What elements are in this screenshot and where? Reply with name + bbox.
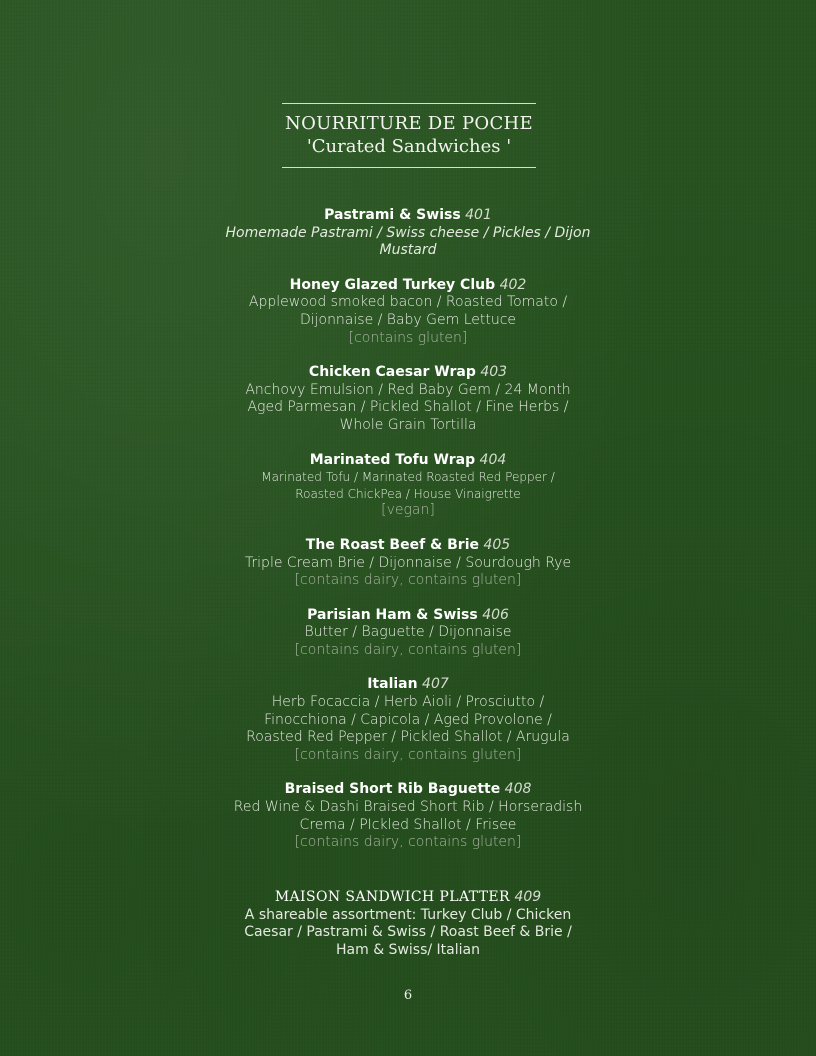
- item-name: Marinated Tofu Wrap: [309, 451, 476, 468]
- dietary-note: [contains gluten]: [348, 329, 468, 346]
- section-subtitle: 'Curated Sandwiches ': [306, 136, 512, 157]
- menu-item-chicken-caesar-wrap: [208, 364, 608, 434]
- dietary-note: [vegan]: [381, 502, 435, 519]
- item-description: Triple Cream Brie / Dijonnaise / Sourdough Rye: [244, 554, 572, 571]
- dietary-note: [contains dairy, contains gluten]: [294, 834, 522, 851]
- header-top-rule: [282, 103, 536, 104]
- item-code: 404: [479, 451, 507, 468]
- item-name: Italian: [367, 676, 418, 693]
- item-description: Red Wine & Dashi Braised Short Rib / Horseradish: [233, 799, 583, 816]
- item-name: Pastrami & Swiss: [324, 207, 461, 223]
- item-description: Roasted Red Pepper / Pickled Shallot / Arugula: [246, 729, 570, 746]
- menu-item-turkey-club: [208, 277, 608, 347]
- sandwich-list: [208, 207, 608, 869]
- item-description: Butter / Baguette / Dijonnaise: [304, 624, 512, 641]
- platter-description: A shareable assortment: Turkey Club / Chicken: [244, 906, 572, 923]
- dietary-note: [contains dairy, contains gluten]: [294, 641, 522, 658]
- item-description: Crema / PIckled Shallot / Frisee: [299, 816, 517, 833]
- section-title: NOURRITURE DE POCHE: [285, 113, 533, 134]
- platter-description: Caesar / Pastrami & Swiss / Roast Beef & Brie /: [244, 924, 572, 941]
- item-name: Parisian Ham & Swiss: [307, 606, 478, 623]
- item-description: Aged Parmesan / Pickled Shallot / Fine Herbs /: [247, 399, 569, 416]
- item-description: Herb Focaccia / Herb Aioli / Prosciutto /: [271, 694, 545, 711]
- item-description: Applewood smoked bacon / Roasted Tomato /: [248, 294, 568, 311]
- item-description: Dijonnaise / Baby Gem Lettuce: [299, 311, 517, 328]
- item-description: Anchovy Emulsion / Red Baby Gem / 24 Month: [245, 381, 571, 398]
- item-description: Homemade Pastrami / Swiss cheese / Pickles / Dijon: [225, 224, 591, 241]
- item-code: 401: [465, 207, 492, 223]
- platter-description: Ham & Swiss/ Italian: [336, 941, 480, 958]
- menu-item-pastrami-swiss: [208, 207, 608, 260]
- item-code: 409: [514, 889, 542, 905]
- page-number: 6: [403, 988, 413, 1003]
- menu-item-sandwich-platter: [228, 889, 588, 959]
- header-bottom-rule: [282, 167, 536, 168]
- item-description: Mustard: [379, 242, 437, 259]
- menu-item-italian: [208, 676, 608, 764]
- item-description: Whole Grain Tortilla: [339, 416, 477, 433]
- item-name: The Roast Beef & Brie: [305, 536, 480, 553]
- item-name: Chicken Caesar Wrap: [308, 364, 476, 381]
- item-code: 408: [504, 781, 532, 798]
- item-name: Honey Glazed Turkey Club: [289, 276, 496, 293]
- item-description: Roasted ChickPea / House Vinaigrette: [295, 486, 521, 501]
- item-code: 405: [483, 536, 511, 553]
- item-name: Braised Short Rib Baguette: [284, 781, 501, 798]
- item-description: Finocchiona / Capicola / Aged Provolone /: [264, 711, 552, 728]
- menu-item-roast-beef-brie: [208, 537, 608, 590]
- dietary-note: [contains dairy, contains gluten]: [294, 572, 522, 589]
- item-code: 402: [499, 276, 527, 293]
- item-code: 403: [480, 364, 508, 381]
- item-code: 406: [482, 606, 509, 623]
- dietary-note: [contains dairy, contains gluten]: [294, 746, 522, 763]
- item-code: 407: [422, 676, 449, 693]
- item-description: Marinated Tofu / Marinated Roasted Red Pepper /: [261, 470, 555, 485]
- menu-item-tofu-wrap: [208, 452, 608, 520]
- platter-name: MAISON SANDWICH PLATTER: [274, 889, 510, 905]
- section-header: [282, 103, 536, 168]
- menu-item-short-rib-baguette: [208, 781, 608, 851]
- menu-item-parisian-ham-swiss: [208, 607, 608, 660]
